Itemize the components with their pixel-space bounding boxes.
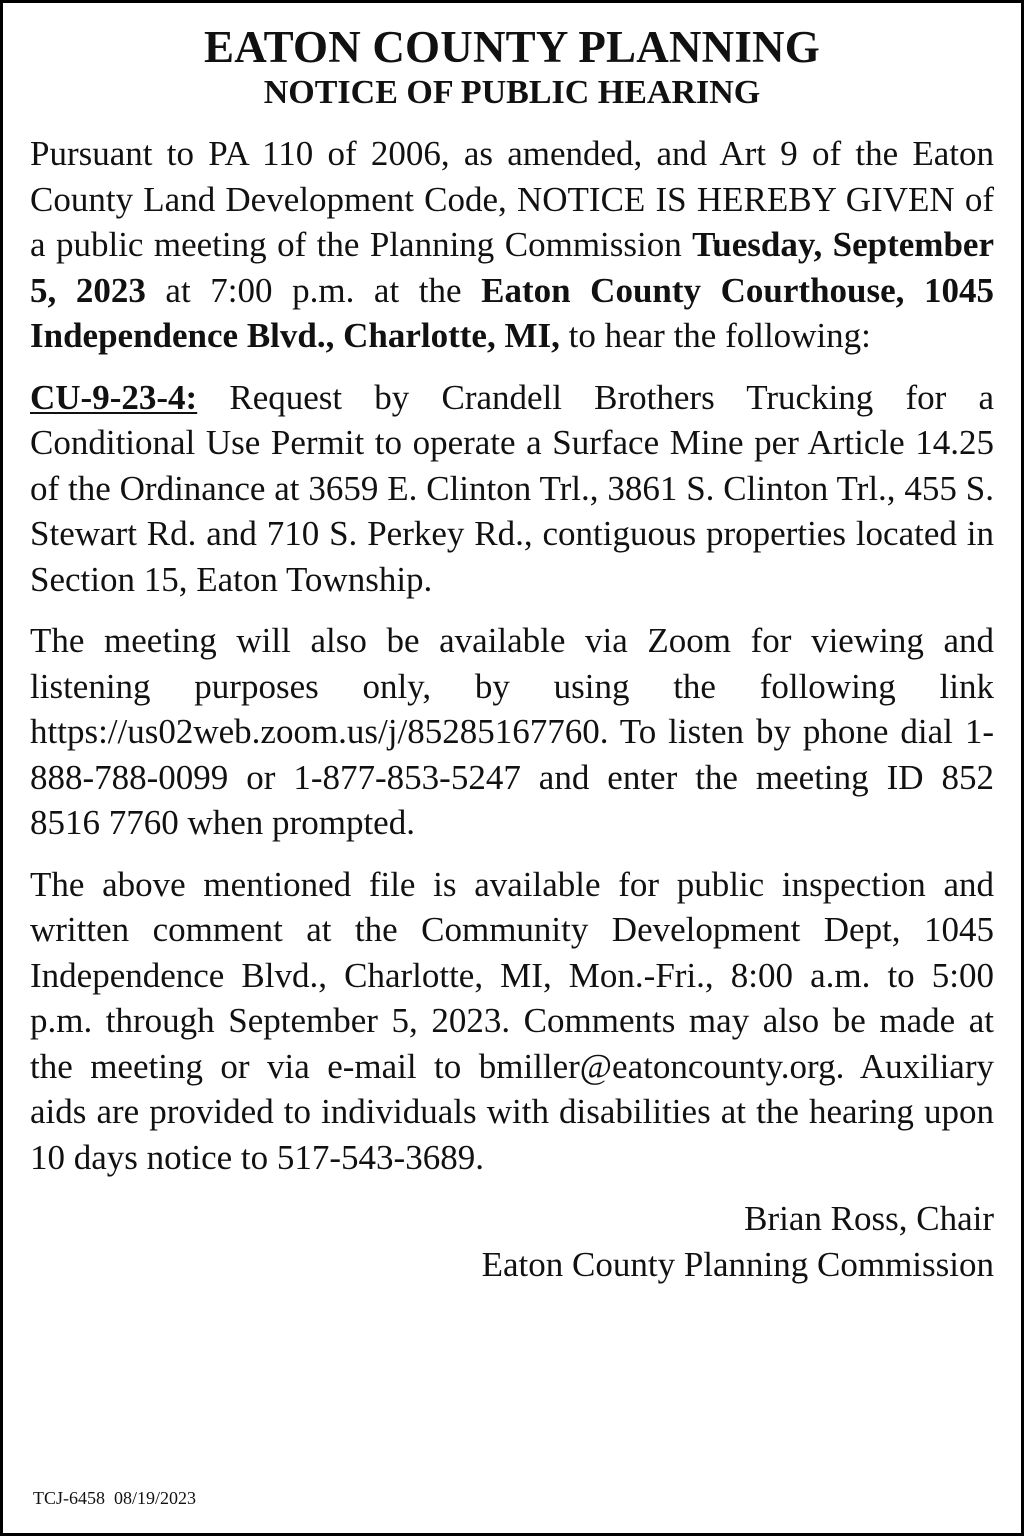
signature-block	[30, 1196, 994, 1288]
case-id: CU-9-23-4:	[30, 377, 198, 417]
intro-text-3: to hear the following:	[559, 316, 871, 355]
case-description: Request by Crandell Brothers Trucking for a Conditional Use Permit to operate a Surface Mine per Article 14.25 of the Ordinance at 3659 E. Clinton Trl., 3861 S. Clinton Trl., 455 S. Stewart Rd. and 710 S. Perkey Rd., contiguous properties located in Section 15, Eaton Township.	[30, 377, 994, 599]
footer-reference	[33, 1487, 196, 1509]
notice-title: EATON COUNTY PLANNING	[204, 22, 820, 72]
notice-subtitle: NOTICE OF PUBLIC HEARING	[263, 74, 761, 111]
notice-body	[30, 21, 994, 1288]
intro-paragraph	[30, 131, 994, 359]
meeting-date: Tuesday, September 5, 2023	[30, 225, 994, 310]
signature-organization: Eaton County Planning Commission	[481, 1245, 994, 1284]
case-paragraph	[30, 375, 994, 603]
inspection-paragraph: The above mentioned file is available for public inspection and written comment at the Community Development Dept, 1045 Independence Blvd., Charlotte, MI, Mon.-Fri., 8:00 a.m. to 5:00 p.m. through September 5, 2023. Comments may also be made at the meeting or via e-mail to bmiller@eatoncounty.org. Auxiliary aids are provided to individuals with disabilities at the hearing upon 10 days notice to 517-543-3689.	[30, 864, 994, 1177]
footer-code: TCJ-6458	[33, 1488, 105, 1508]
intro-text-2: at 7:00 p.m. at the	[145, 270, 482, 310]
signature-name: Brian Ross, Chair	[744, 1199, 994, 1238]
footer-date: 08/19/2023	[114, 1488, 197, 1508]
intro-text-1: Pursuant to PA 110 of 2006, as amended, and Art 9 of the Eaton County Land Development Code, NOTICE IS HEREBY GIVEN of a public meeting of the Planning Commission	[30, 134, 994, 264]
zoom-paragraph: The meeting will also be available via Zoom for viewing and listening purposes only, by using the following link https://us02web.zoom.us/j/85285167760. To listen by phone dial 1-888-788-0099 or 1-877-853-5247 and enter the meeting ID 852 8516 7760 when prompted.	[30, 621, 994, 842]
meeting-location: Eaton County Courthouse, 1045 Independence Blvd., Charlotte, MI,	[30, 270, 994, 355]
